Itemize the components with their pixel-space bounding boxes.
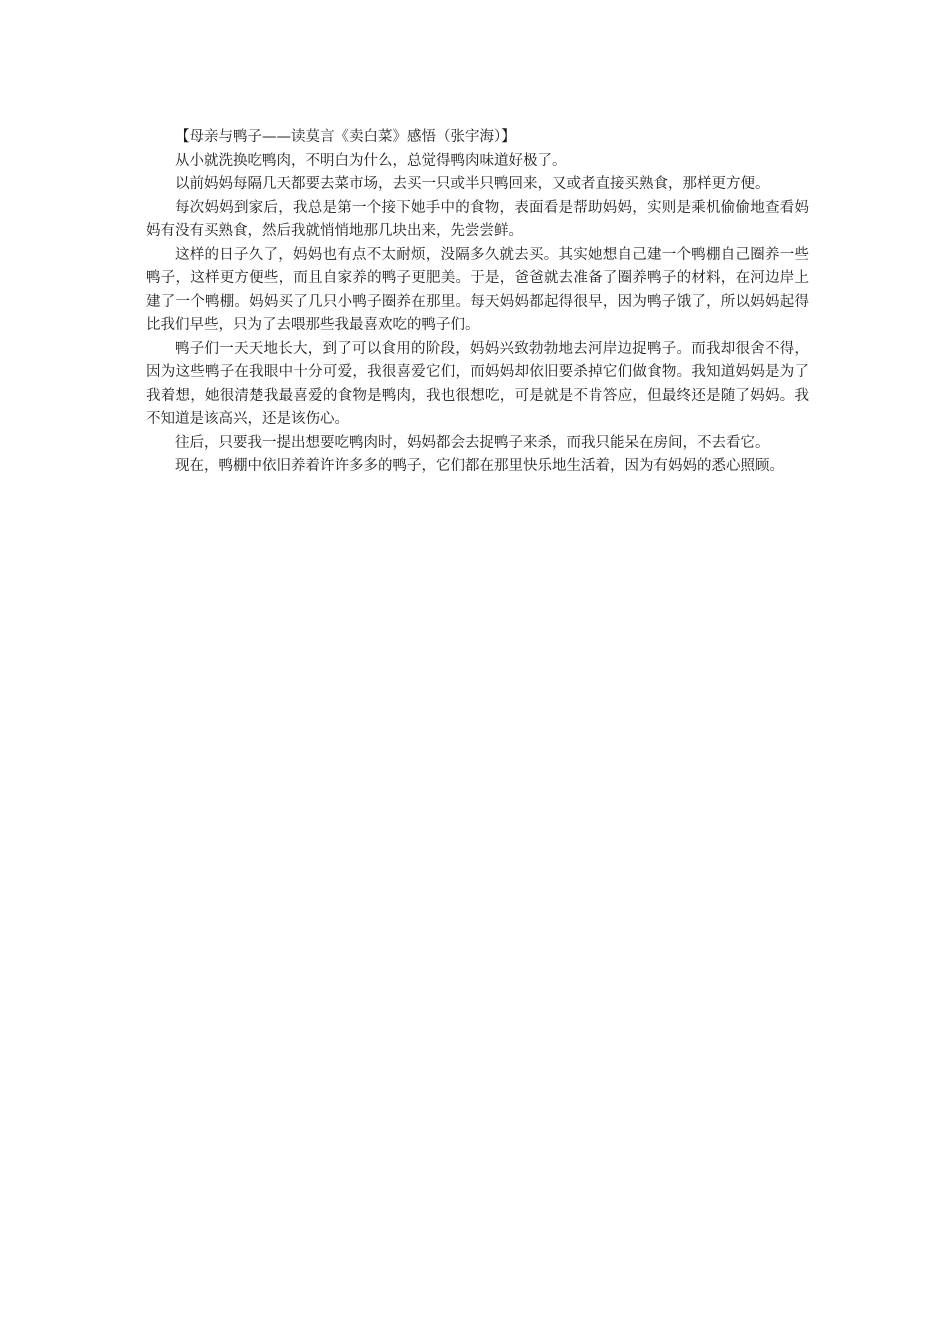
paragraph-7: 现在，鸭棚中依旧养着许许多多的鸭子，它们都在那里快乐地生活着，因为有妈妈的悉心照顾。 <box>175 458 784 474</box>
paragraph-1: 从小就洗换吃鸭肉，不明白为什么，总觉得鸭肉味道好极了。 <box>175 152 567 169</box>
paragraph-3: 每次妈妈到家后，我总是第一个接下她手中的食物，表面看是帮助妈妈，实则是乘机偷偷地查看妈妈有没有买熟食，然后我就悄悄地那几块出来，先尝尝鲜。 <box>146 199 809 239</box>
paragraph-6: 往后，只要我一提出想要吃鸭肉时，妈妈都会去捉鸭子来杀，而我只能呆在房间，不去看它。 <box>175 434 770 451</box>
paragraph-4: 这样的日子久了，妈妈也有点不太耐烦，没隔多久就去买。其实她想自己建一个鸭棚自己圈养一些鸭子，这样更方便些，而且自家养的鸭子更肥美。于是，爸爸就去准备了圈养鸭子的材料，在河边岸上建了一个鸭棚。妈妈买了几只小鸭子圈养在那里。每天妈妈都起得很早，因为鸭子饿了，所以妈妈起得比我们早些，只为了去喂那些我最喜欢吃的鸭子们。 <box>146 246 809 333</box>
article-body <box>146 126 809 479</box>
paragraph-5: 鸭子们一天天地长大，到了可以食用的阶段，妈妈兴致勃勃地去河岸边捉鸭子。而我却很舍不得，因为这些鸭子在我眼中十分可爱，我很喜爱它们，而妈妈却依旧要杀掉它们做食物。我知道妈妈是为了我着想，她很清楚我最喜爱的食物是鸭肉，我也很想吃，可是就是不肯答应，但最终还是随了妈妈。我不知道是该高兴，还是该伤心。 <box>146 340 809 427</box>
article-title: 【母亲与鸭子——读莫言《卖白菜》感悟（张宇海）】 <box>175 129 516 145</box>
paragraph-2: 以前妈妈每隔几天都要去菜市场，去买一只或半只鸭回来，又或者直接买熟食，那样更方便。 <box>175 176 770 192</box>
